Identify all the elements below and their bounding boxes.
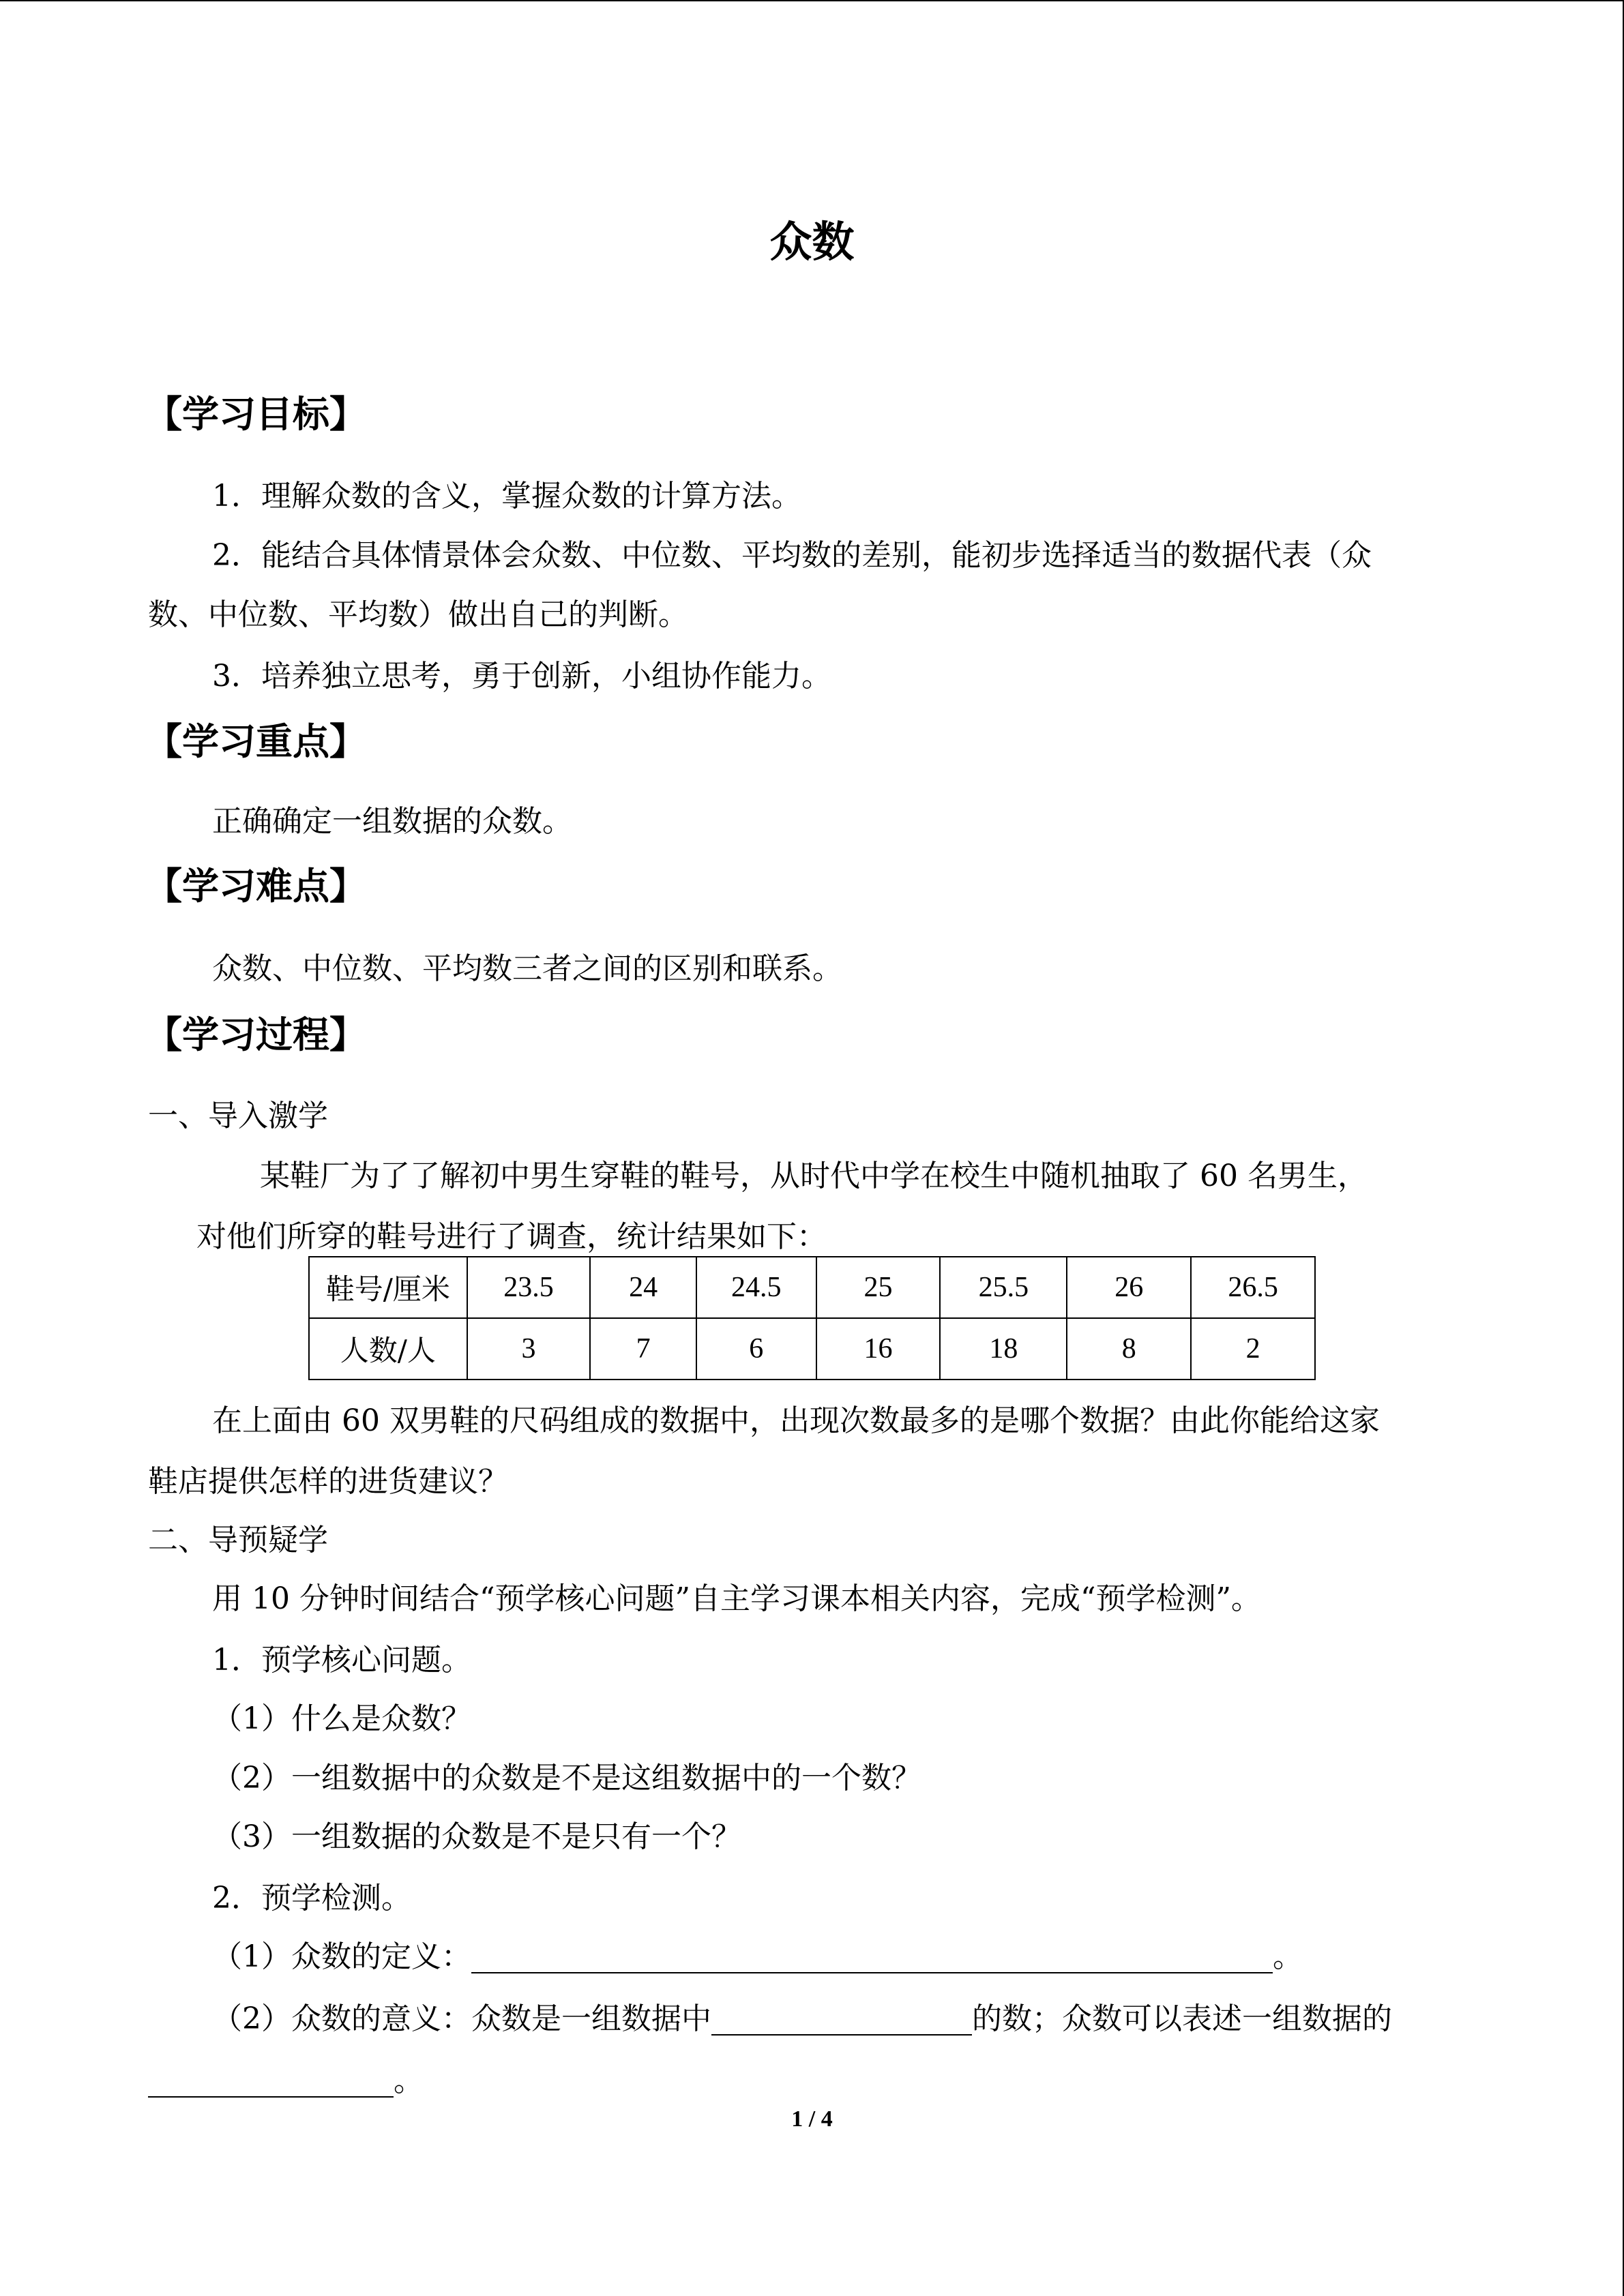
table-cell: 25: [816, 1257, 941, 1318]
table-cell: 6: [696, 1318, 816, 1380]
check-item-2-continuation: [148, 2063, 424, 2098]
table-cell: 3: [467, 1318, 591, 1380]
objectives-heading: 【学习目标】: [145, 392, 366, 436]
table-row: [309, 1318, 1315, 1380]
check-item-2: [212, 2001, 1392, 2036]
table-cell: 26.5: [1191, 1257, 1315, 1318]
table-row-label: 人数/人: [309, 1318, 467, 1380]
section-1-question-line-1: 在上面由 60 双男鞋的尺码组成的数据中，出现次数最多的是哪个数据？由此你能给这家: [212, 1403, 1380, 1438]
check-item-1: [212, 1939, 1303, 1974]
core-questions-title: 1．预学核心问题。: [212, 1643, 471, 1678]
section-1-question-line-2: 鞋店提供怎样的进货建议？: [148, 1464, 508, 1499]
table-row-label: 鞋号/厘米: [309, 1257, 467, 1318]
check-title: 2．预学检测。: [212, 1881, 411, 1915]
table-cell: 26: [1067, 1257, 1191, 1318]
objective-item-1: 1．理解众数的含义，掌握众数的计算方法。: [212, 479, 801, 513]
table-cell: 24.5: [696, 1257, 816, 1318]
shoe-size-table: [308, 1256, 1316, 1380]
objective-item-3: 3．培养独立思考，勇于创新，小组协作能力。: [212, 659, 831, 694]
table-cell: 16: [816, 1318, 941, 1380]
check-item-2-part-1: （2）众数的意义：众数是一组数据中: [212, 2001, 711, 2036]
section-2-title: 二、导预疑学: [148, 1523, 328, 1557]
difficulty-text: 众数、中位数、平均数三者之间的区别和联系。: [212, 951, 842, 986]
check-item-1-label: （1）众数的定义：: [212, 1939, 471, 1974]
section-2-instruction: 用 10 分钟时间结合“预学核心问题”自主学习课本相关内容，完成“预学检测”。: [212, 1581, 1261, 1616]
table-cell: 25.5: [940, 1257, 1067, 1318]
section-1-intro-line-2: 对他们所穿的鞋号进行了调查，统计结果如下：: [196, 1219, 827, 1254]
key-point-text: 正确确定一组数据的众数。: [212, 804, 572, 839]
core-question-2: （2）一组数据中的众数是不是这组数据中的一个数？: [212, 1761, 921, 1795]
definition-blank[interactable]: [471, 1942, 1273, 1973]
meaning-blank-1[interactable]: [711, 2004, 972, 2036]
key-point-heading: 【学习重点】: [145, 719, 366, 763]
table-row: [309, 1257, 1315, 1318]
meaning-blank-2[interactable]: [148, 2066, 394, 2098]
table-cell: 2: [1191, 1318, 1315, 1380]
check-item-1-end: 。: [1273, 1939, 1303, 1974]
objective-item-2-line-1: 2．能结合具体情景体会众数、中位数、平均数的差别，能初步选择适当的数据代表（众: [212, 538, 1372, 573]
check-item-2-end: 。: [394, 2063, 424, 2098]
section-1-title: 一、导入激学: [148, 1099, 328, 1133]
table-cell: 8: [1067, 1318, 1191, 1380]
process-heading: 【学习过程】: [145, 1013, 366, 1056]
check-item-2-part-2: 的数；众数可以表述一组数据的: [972, 2001, 1392, 2036]
table-cell: 18: [940, 1318, 1067, 1380]
core-question-3: （3）一组数据的众数是不是只有一个？: [212, 1819, 741, 1854]
difficulty-heading: 【学习难点】: [145, 864, 366, 908]
table-cell: 24: [590, 1257, 696, 1318]
page-number: 1 / 4: [791, 2106, 833, 2132]
page-title: 众数: [769, 217, 855, 267]
objective-item-2-line-2: 数、中位数、平均数）做出自己的判断。: [148, 597, 688, 632]
table-cell: 23.5: [467, 1257, 591, 1318]
section-1-intro-line-1: 某鞋厂为了了解初中男生穿鞋的鞋号，从时代中学在校生中随机抽取了 60 名男生，: [260, 1159, 1368, 1193]
table-cell: 7: [590, 1318, 696, 1380]
core-question-1: （1）什么是众数？: [212, 1701, 471, 1736]
